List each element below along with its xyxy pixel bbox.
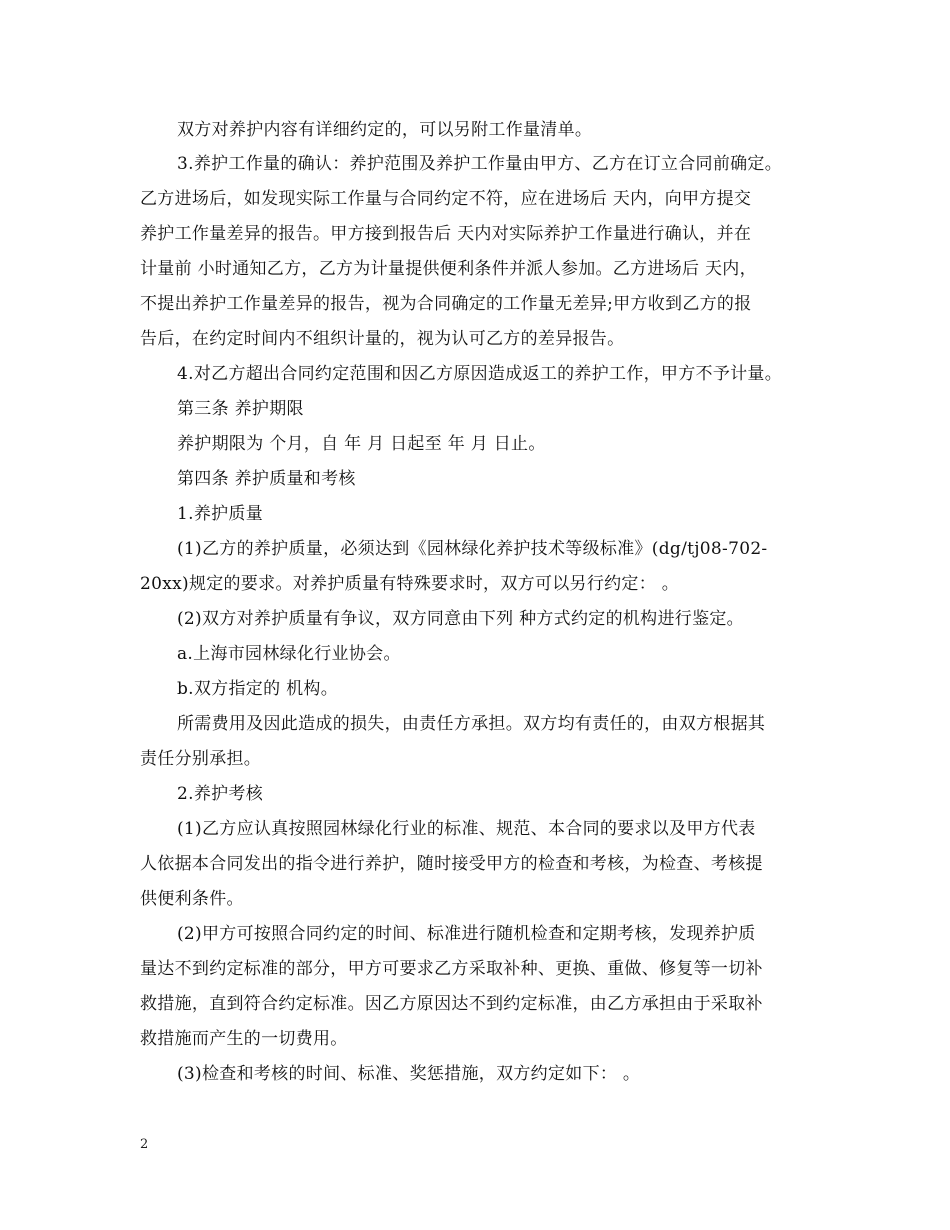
text-line: 量达不到约定标准的部分，甲方可要求乙方采取补种、更换、重做、修复等一切补: [140, 959, 763, 979]
section-heading: 第三条 养护期限: [177, 399, 304, 419]
text-line: 20xx)规定的要求。对养护质量有特殊要求时，双方可以另行约定： 。: [140, 574, 680, 594]
text-line: 告后，在约定时间内不组织计量的，视为认可乙方的差异报告。: [140, 329, 625, 349]
text-line: (1)乙方的养护质量，必须达到《园林绿化养护技术等级标准》(dg/tj08-702-: [177, 539, 768, 559]
subsection-heading: 2.养护考核: [177, 784, 264, 804]
text-line: 人依据本合同发出的指令进行养护，随时接受甲方的检查和考核，为检查、考核提: [140, 854, 763, 874]
text-line: a.上海市园林绿化行业协会。: [177, 644, 401, 664]
text-line: (2)甲方可按照合同约定的时间、标准进行随机检查和定期考核，发现养护质: [177, 924, 756, 944]
text-line: 养护工作量差异的报告。甲方接到报告后 天内对实际养护工作量进行确认，并在: [140, 224, 752, 244]
text-line: 责任分别承担。: [140, 749, 262, 769]
text-line: (1)乙方应认真按照园林绿化行业的标准、规范、本合同的要求以及甲方代表: [177, 819, 756, 839]
text-line: 双方对养护内容有详细约定的，可以另附工作量清单。: [177, 120, 593, 140]
text-line: 养护期限为 个月，自 年 月 日起至 年 月 日止。: [177, 434, 546, 454]
text-line: 救措施，直到符合约定标准。因乙方原因达不到约定标准，由乙方承担由于采取补: [140, 994, 763, 1014]
text-line: 不提出养护工作量差异的报告，视为合同确定的工作量无差异;甲方收到乙方的报: [140, 294, 752, 314]
text-line: b.双方指定的 机构。: [177, 679, 338, 699]
text-line: 计量前 小时通知乙方，乙方为计量提供便利条件并派人参加。乙方进场后 天内，: [140, 259, 757, 279]
section-heading: 第四条 养护质量和考核: [177, 469, 356, 489]
text-line: 4.对乙方超出合同约定范围和因乙方原因造成返工的养护工作，甲方不予计量。: [177, 364, 783, 384]
text-line: 救措施而产生的一切费用。: [140, 1029, 348, 1049]
subsection-heading: 1.养护质量: [177, 504, 264, 524]
text-line: 乙方进场后，如发现实际工作量与合同约定不符，应在进场后 天内，向甲方提交: [140, 189, 752, 209]
text-line: (3)检查和考核的时间、标准、奖惩措施，双方约定如下： 。: [177, 1064, 641, 1084]
text-line: 所需费用及因此造成的损失，由责任方承担。双方均有责任的，由双方根据其: [177, 714, 766, 734]
text-line: 3.养护工作量的确认：养护范围及养护工作量由甲方、乙方在订立合同前确定。: [177, 154, 783, 174]
page-number: 2: [140, 1137, 149, 1152]
text-line: (2)双方对养护质量有争议，双方同意由下列 种方式约定的机构进行鉴定。: [177, 609, 744, 629]
text-line: 供便利条件。: [140, 889, 244, 909]
